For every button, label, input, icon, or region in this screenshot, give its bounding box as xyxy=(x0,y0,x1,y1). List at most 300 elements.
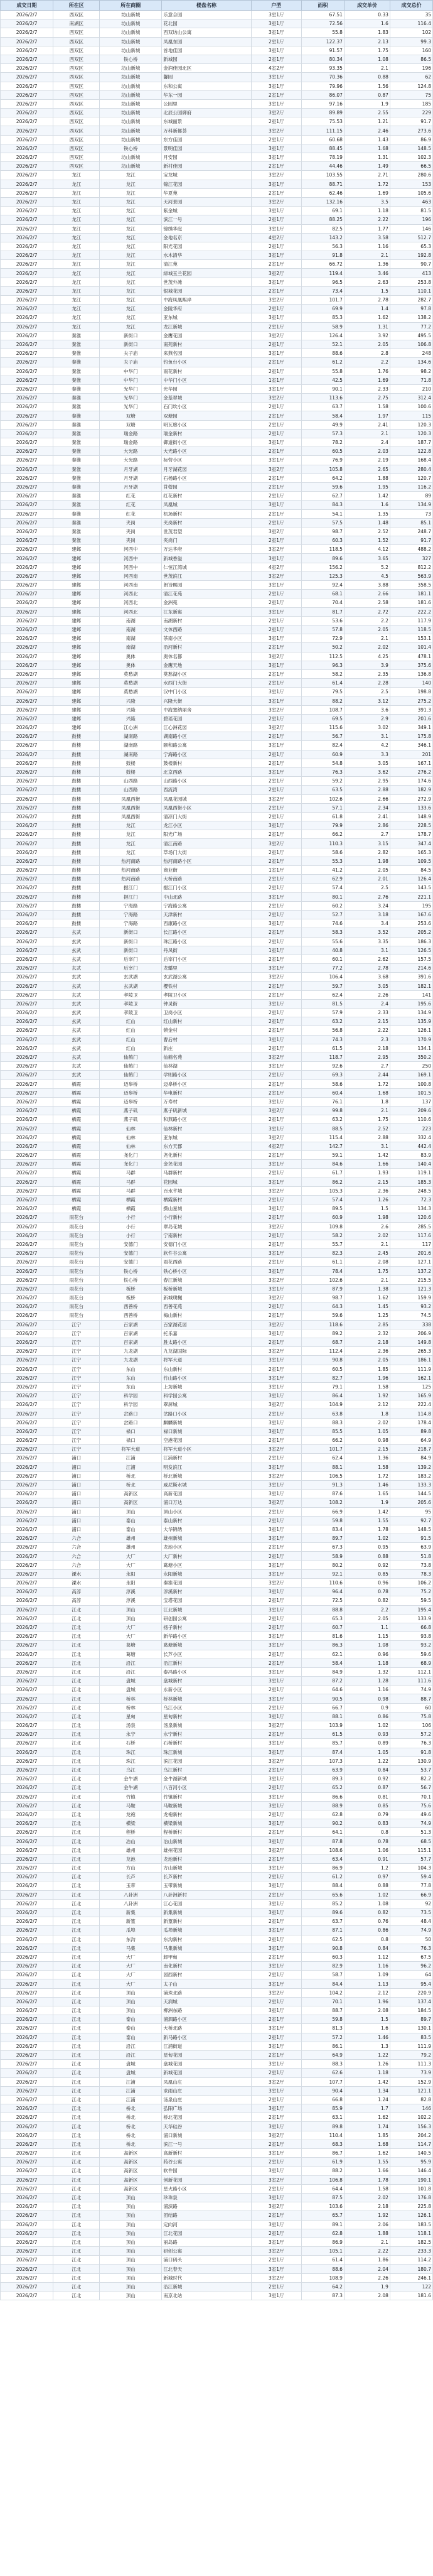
cell-project: 石门坎小区 xyxy=(162,403,251,411)
cell-unit-price: 2.1 xyxy=(344,429,390,438)
cell-unit-price: 0.81 xyxy=(344,1792,390,1801)
cell-date: 2026/2/7 xyxy=(1,848,53,857)
cell-project: 九龙湖国际 xyxy=(162,1347,251,1356)
cell-date: 2026/2/7 xyxy=(1,999,53,1008)
cell-layout: 3室1厅 xyxy=(251,19,301,28)
cell-project: 锦江花园 xyxy=(162,180,251,188)
cell-block: 栖霞 xyxy=(100,1204,162,1213)
cell-date: 2026/2/7 xyxy=(1,2149,53,2158)
cell-unit-price: 2.63 xyxy=(344,278,390,286)
cell-layout: 3室1厅 xyxy=(251,28,301,37)
cell-block: 西善桥 xyxy=(100,1311,162,1320)
cell-unit-price: 3.24 xyxy=(344,901,390,910)
cell-total-price: 157.5 xyxy=(390,955,432,963)
cell-layout: 3室1厅 xyxy=(251,1712,301,1721)
cell-block: 顶山 xyxy=(100,1988,162,1997)
cell-date: 2026/2/7 xyxy=(1,1997,53,2006)
cell-district: 玄武 xyxy=(53,946,100,955)
cell-project: 马鞍新城 xyxy=(162,1801,251,1810)
table-row xyxy=(1,1035,433,1044)
cell-date: 2026/2/7 xyxy=(1,821,53,830)
cell-layout: 2室1厅 xyxy=(251,679,301,688)
table-row xyxy=(1,438,433,447)
cell-layout: 2室1厅 xyxy=(251,447,301,456)
cell-district: 建邺 xyxy=(53,714,100,723)
cell-unit-price: 0.85 xyxy=(344,1801,390,1810)
cell-district: 江北 xyxy=(53,1623,100,1632)
cell-district: 江北 xyxy=(53,1917,100,1926)
cell-unit-price: 3.1 xyxy=(344,732,390,741)
cell-block: 中华门 xyxy=(100,376,162,384)
cell-block: 凤凰西街 xyxy=(100,812,162,821)
table-row xyxy=(1,1765,433,1774)
cell-layout: 3室1厅 xyxy=(251,1908,301,1917)
cell-total-price: 59.5 xyxy=(390,1596,432,1605)
cell-unit-price: 1.65 xyxy=(344,1490,390,1498)
table-row xyxy=(1,1926,433,1935)
cell-unit-price: 2.05 xyxy=(344,866,390,875)
cell-district: 秦淮 xyxy=(53,474,100,482)
cell-total-price: 120.3 xyxy=(390,420,432,429)
cell-project: 仙林湖 xyxy=(162,1062,251,1071)
cell-area: 62.8 xyxy=(301,2229,344,2238)
cell-project: 瓜埠新城 xyxy=(162,1926,251,1935)
cell-district: 浦口 xyxy=(53,1516,100,1525)
table-header-row xyxy=(1,1,433,11)
cell-layout: 3室1厅 xyxy=(251,144,301,153)
cell-district: 鼓楼 xyxy=(53,830,100,839)
cell-block: 尧化门 xyxy=(100,1160,162,1169)
cell-area: 104.2 xyxy=(301,1988,344,1997)
cell-district: 江北 xyxy=(53,2265,100,2273)
cell-total-price: 101.8 xyxy=(390,2184,432,2193)
cell-layout: 3室2厅 xyxy=(251,2077,301,2086)
cell-total-price: 66.5 xyxy=(390,162,432,171)
table-row xyxy=(1,1864,433,1873)
cell-unit-price: 2.36 xyxy=(344,1347,390,1356)
cell-date: 2026/2/7 xyxy=(1,269,53,278)
cell-total-price: 102.2 xyxy=(390,2113,432,2122)
cell-area: 86.3 xyxy=(301,1641,344,1650)
cell-unit-price: 2.62 xyxy=(344,955,390,963)
cell-area: 125.3 xyxy=(301,571,344,580)
table-row xyxy=(1,937,433,946)
cell-block: 迈皋桥 xyxy=(100,1080,162,1088)
cell-layout: 3室1厅 xyxy=(251,1819,301,1828)
cell-area: 76.3 xyxy=(301,767,344,776)
table-row xyxy=(1,1588,433,1596)
table-row xyxy=(1,1854,433,1863)
cell-unit-price: 2.1 xyxy=(344,64,390,73)
table-row xyxy=(1,2193,433,2202)
cell-block: 高新区 xyxy=(100,2158,162,2167)
cell-unit-price: 2.5 xyxy=(344,688,390,696)
cell-total-price: 117 xyxy=(390,1240,432,1248)
cell-layout: 2室1厅 xyxy=(251,1507,301,1516)
cell-unit-price: 4.12 xyxy=(344,545,390,554)
cell-block: 桥林 xyxy=(100,1703,162,1712)
cell-unit-price: 2.9 xyxy=(344,714,390,723)
cell-district: 江北 xyxy=(53,1712,100,1721)
cell-district: 江北 xyxy=(53,1899,100,1908)
cell-district: 江北 xyxy=(53,2069,100,2077)
cell-unit-price: 1.72 xyxy=(344,1080,390,1088)
cell-district: 栖霞 xyxy=(53,1133,100,1142)
cell-unit-price: 0.88 xyxy=(344,1881,390,1890)
cell-layout: 3室1厅 xyxy=(251,999,301,1008)
cell-area: 88.45 xyxy=(301,144,344,153)
cell-project: 星甸花园 xyxy=(162,2050,251,2059)
cell-project: 夹岗门 xyxy=(162,536,251,545)
table-row xyxy=(1,349,433,358)
cell-area: 80.2 xyxy=(301,1561,344,1569)
cell-district: 江北 xyxy=(53,2184,100,2193)
cell-block: 兴隆 xyxy=(100,696,162,705)
cell-district: 江宁 xyxy=(53,1436,100,1445)
cell-district: 溧水 xyxy=(53,1579,100,1588)
table-row xyxy=(1,153,433,162)
cell-total-price: 253.8 xyxy=(390,278,432,286)
cell-project: 来燕名园 xyxy=(162,349,251,358)
cell-date: 2026/2/7 xyxy=(1,1053,53,1061)
cell-project: 翠岛花城 xyxy=(162,1222,251,1231)
cell-layout: 3室1厅 xyxy=(251,2086,301,2095)
table-row xyxy=(1,1044,433,1053)
cell-block: 汤泉 xyxy=(100,1721,162,1730)
table-row xyxy=(1,2015,433,2024)
cell-area: 58.4 xyxy=(301,411,344,420)
table-row xyxy=(1,803,433,812)
cell-layout: 3室1厅 xyxy=(251,2149,301,2158)
cell-total-price: 812.2 xyxy=(390,563,432,571)
cell-district: 江北 xyxy=(53,1997,100,2006)
cell-district: 江北 xyxy=(53,1667,100,1676)
cell-area: 50.2 xyxy=(301,643,344,652)
cell-district: 雨花台 xyxy=(53,1294,100,1302)
cell-project: 南湖新村 xyxy=(162,616,251,625)
cell-date: 2026/2/7 xyxy=(1,1810,53,1819)
cell-total-price: 125 xyxy=(390,1382,432,1391)
cell-total-price: 246.1 xyxy=(390,2273,432,2282)
cell-total-price: 71.8 xyxy=(390,376,432,384)
cell-district: 江北 xyxy=(53,1828,100,1837)
cell-date: 2026/2/7 xyxy=(1,1605,53,1614)
cell-district: 江北 xyxy=(53,1944,100,1952)
cell-layout: 3室1厅 xyxy=(251,607,301,616)
cell-layout: 2室1厅 xyxy=(251,1810,301,1819)
cell-total-price: 134.9 xyxy=(390,1009,432,1017)
cell-project: 竹镇新村 xyxy=(162,1792,251,1801)
cell-layout: 2室1厅 xyxy=(251,590,301,598)
table-row xyxy=(1,2149,433,2158)
cell-total-price: 223 xyxy=(390,1124,432,1133)
cell-project: 园西新村 xyxy=(162,1971,251,1979)
cell-project: 江东新寓 xyxy=(162,607,251,616)
cell-unit-price: 0.8 xyxy=(344,1935,390,1944)
table-row xyxy=(1,1231,433,1240)
table-row xyxy=(1,188,433,197)
cell-unit-price: 1.42 xyxy=(344,1151,390,1160)
cell-project: 泰冯路小区 xyxy=(162,1667,251,1676)
cell-area: 68.7 xyxy=(301,1338,344,1346)
cell-total-price: 195.6 xyxy=(390,999,432,1008)
cell-date: 2026/2/7 xyxy=(1,812,53,821)
cell-unit-price: 0.78 xyxy=(344,1588,390,1596)
cell-district: 秦淮 xyxy=(53,527,100,536)
table-row xyxy=(1,1088,433,1097)
cell-district: 江北 xyxy=(53,2140,100,2148)
cell-total-price: 478.1 xyxy=(390,652,432,661)
cell-project: 鼓楼新村 xyxy=(162,759,251,767)
cell-unit-price: 1.46 xyxy=(344,1480,390,1489)
cell-block: 江浦 xyxy=(100,2095,162,2104)
cell-layout: 2室1厅 xyxy=(251,1231,301,1240)
cell-date: 2026/2/7 xyxy=(1,1222,53,1231)
cell-area: 92.1 xyxy=(301,1569,344,1578)
cell-unit-price: 2.08 xyxy=(344,2292,390,2300)
cell-unit-price: 2.03 xyxy=(344,447,390,456)
cell-area: 62.4 xyxy=(301,990,344,999)
cell-total-price: 133.6 xyxy=(390,803,432,812)
table-row xyxy=(1,207,433,215)
table-row xyxy=(1,1071,433,1080)
cell-total-price: 111.3 xyxy=(390,2060,432,2069)
cell-district: 江北 xyxy=(53,1962,100,1971)
cell-date: 2026/2/7 xyxy=(1,144,53,153)
cell-date: 2026/2/7 xyxy=(1,429,53,438)
cell-layout: 2室1厅 xyxy=(251,910,301,919)
cell-block: 泰山 xyxy=(100,1525,162,1534)
cell-total-price: 117.6 xyxy=(390,1231,432,1240)
cell-project: 宝塔花园 xyxy=(162,1596,251,1605)
cell-layout: 2室1厅 xyxy=(251,55,301,63)
cell-project: 花北园 xyxy=(162,19,251,28)
cell-layout: 3室1厅 xyxy=(251,2265,301,2273)
cell-total-price: 73.8 xyxy=(390,1561,432,1569)
cell-district: 浦口 xyxy=(53,1480,100,1489)
cell-project: 北京西路 xyxy=(162,767,251,776)
cell-unit-price: 1.15 xyxy=(344,1632,390,1641)
table-row xyxy=(1,1347,433,1356)
cell-area: 54.8 xyxy=(301,759,344,767)
cell-unit-price: 1.93 xyxy=(344,1169,390,1177)
cell-date: 2026/2/7 xyxy=(1,1471,53,1480)
cell-unit-price: 1.09 xyxy=(344,1971,390,1979)
cell-unit-price: 2.2 xyxy=(344,616,390,625)
table-row xyxy=(1,1561,433,1569)
cell-date: 2026/2/7 xyxy=(1,2158,53,2167)
table-row xyxy=(1,973,433,982)
cell-layout: 2室1厅 xyxy=(251,1088,301,1097)
cell-layout: 2室1厅 xyxy=(251,188,301,197)
cell-unit-price: 2.1 xyxy=(344,251,390,260)
cell-area: 74.3 xyxy=(301,1035,344,1044)
cell-project: 托乐嘉 xyxy=(162,1329,251,1338)
cell-total-price: 117.9 xyxy=(390,616,432,625)
cell-total-price: 138.2 xyxy=(390,313,432,322)
cell-district: 西双区 xyxy=(53,37,100,46)
cell-project: 太子山 xyxy=(162,1979,251,1988)
cell-block: 盘城 xyxy=(100,2069,162,2077)
cell-layout: 3室1厅 xyxy=(251,2042,301,2050)
cell-project: 天河景园 xyxy=(162,197,251,206)
cell-area: 62.46 xyxy=(301,188,344,197)
cell-layout: 2室1厅 xyxy=(251,1516,301,1525)
cell-block: 河西南 xyxy=(100,581,162,590)
cell-area: 56.7 xyxy=(301,732,344,741)
cell-district: 栖霞 xyxy=(53,1151,100,1160)
table-row xyxy=(1,224,433,233)
cell-total-price: 222.2 xyxy=(390,607,432,616)
cell-date: 2026/2/7 xyxy=(1,1614,53,1623)
cell-layout: 2室1厅 xyxy=(251,1730,301,1739)
cell-unit-price: 1.66 xyxy=(344,1160,390,1169)
cell-project: 钟灵街 xyxy=(162,999,251,1008)
cell-unit-price: 1.9 xyxy=(344,1498,390,1507)
cell-project: 软件园 xyxy=(162,2167,251,2175)
table-row xyxy=(1,2006,433,2015)
table-row xyxy=(1,1338,433,1346)
table-row xyxy=(1,741,433,750)
cell-area: 84.3 xyxy=(301,501,344,509)
cell-total-price: 327 xyxy=(390,554,432,563)
cell-total-price: 195 xyxy=(390,901,432,910)
cell-block: 龙江 xyxy=(100,171,162,180)
cell-project: 机场新村 xyxy=(162,509,251,518)
cell-date: 2026/2/7 xyxy=(1,1204,53,1213)
cell-unit-price: 2.02 xyxy=(344,2193,390,2202)
table-row xyxy=(1,411,433,420)
table-row xyxy=(1,1721,433,1730)
cell-area: 88.2 xyxy=(301,696,344,705)
cell-area: 88.8 xyxy=(301,1605,344,1614)
cell-total-price: 347.4 xyxy=(390,839,432,848)
table-row xyxy=(1,982,433,990)
cell-area: 90.8 xyxy=(301,1944,344,1952)
cell-date: 2026/2/7 xyxy=(1,2265,53,2273)
cell-project: 花园城 xyxy=(162,1177,251,1186)
cell-district: 西双区 xyxy=(53,46,100,55)
cell-block: 桥林 xyxy=(100,1694,162,1703)
table-row xyxy=(1,2042,433,2050)
cell-date: 2026/2/7 xyxy=(1,1195,53,1204)
table-row xyxy=(1,2211,433,2220)
cell-project: 阳光广场 xyxy=(162,830,251,839)
cell-total-price: 563.9 xyxy=(390,571,432,580)
cell-layout: 3室1厅 xyxy=(251,2193,301,2202)
cell-date: 2026/2/7 xyxy=(1,1275,53,1284)
cell-district: 秦淮 xyxy=(53,465,100,474)
cell-project: 西善花苑 xyxy=(162,1302,251,1311)
cell-district: 鼓楼 xyxy=(53,910,100,919)
cell-total-price: 209.6 xyxy=(390,1107,432,1115)
cell-layout: 3室2厅 xyxy=(251,1756,301,1765)
cell-block: 山西路 xyxy=(100,777,162,786)
cell-unit-price: 1.68 xyxy=(344,144,390,153)
cell-unit-price: 2.05 xyxy=(344,1356,390,1365)
cell-date: 2026/2/7 xyxy=(1,278,53,286)
cell-layout: 3室2厅 xyxy=(251,2273,301,2282)
cell-layout: 3室1厅 xyxy=(251,384,301,393)
cell-date: 2026/2/7 xyxy=(1,1873,53,1881)
cell-layout: 2室1厅 xyxy=(251,1686,301,1694)
cell-project: 凤凰山庄 xyxy=(162,2077,251,2086)
cell-total-price: 140 xyxy=(390,679,432,688)
cell-area: 96.3 xyxy=(301,661,344,669)
cell-total-price: 178.7 xyxy=(390,830,432,839)
cell-layout: 2室1厅 xyxy=(251,260,301,269)
cell-district: 鼓楼 xyxy=(53,839,100,848)
cell-unit-price: 1.24 xyxy=(344,2095,390,2104)
cell-area: 57.5 xyxy=(301,518,344,527)
table-row xyxy=(1,11,433,19)
cell-unit-price: 1.69 xyxy=(344,376,390,384)
cell-date: 2026/2/7 xyxy=(1,1775,53,1783)
cell-block: 瑞金路 xyxy=(100,438,162,447)
cell-district: 江北 xyxy=(53,2282,100,2291)
cell-district: 鼓楼 xyxy=(53,794,100,803)
cell-total-price: 65.3 xyxy=(390,242,432,251)
cell-layout: 3室1厅 xyxy=(251,2220,301,2229)
cell-date: 2026/2/7 xyxy=(1,394,53,403)
cell-total-price: 90.7 xyxy=(390,260,432,269)
cell-total-price: 413 xyxy=(390,269,432,278)
cell-district: 栖霞 xyxy=(53,1169,100,1177)
cell-unit-price: 2.18 xyxy=(344,1044,390,1053)
table-row xyxy=(1,1151,433,1160)
cell-district: 秦淮 xyxy=(53,394,100,403)
cell-project: 江北春天 xyxy=(162,2265,251,2273)
cell-project: 西康路小区 xyxy=(162,919,251,928)
cell-layout: 2室1厅 xyxy=(251,2033,301,2042)
table-row xyxy=(1,340,433,349)
cell-area: 103.6 xyxy=(301,2202,344,2211)
cell-block: 山西路 xyxy=(100,786,162,794)
cell-area: 57.4 xyxy=(301,1195,344,1204)
table-row xyxy=(1,197,433,206)
cell-project: 清江南路 xyxy=(162,839,251,848)
cell-project: 乌江小区 xyxy=(162,1703,251,1712)
cell-block: 淳溪 xyxy=(100,1596,162,1605)
cell-total-price: 488.2 xyxy=(390,545,432,554)
cell-block: 新集 xyxy=(100,1908,162,1917)
cell-date: 2026/2/7 xyxy=(1,1320,53,1329)
cell-total-price: 110.1 xyxy=(390,286,432,295)
cell-district: 建邺 xyxy=(53,661,100,669)
cell-total-price: 280.6 xyxy=(390,171,432,180)
table-row xyxy=(1,1828,433,1837)
cell-date: 2026/2/7 xyxy=(1,1400,53,1409)
cell-project: 沿江新城 xyxy=(162,2282,251,2291)
cell-date: 2026/2/7 xyxy=(1,1418,53,1427)
cell-area: 59.2 xyxy=(301,777,344,786)
cell-block: 大厂 xyxy=(100,1962,162,1971)
cell-layout: 3室1厅 xyxy=(251,501,301,509)
cell-total-price: 75 xyxy=(390,90,432,99)
cell-project: 清江苑 xyxy=(162,260,251,269)
cell-date: 2026/2/7 xyxy=(1,90,53,99)
cell-layout: 3室2厅 xyxy=(251,839,301,848)
cell-project: 葛塘小区 xyxy=(162,1561,251,1569)
cell-block: 江浦 xyxy=(100,2077,162,2086)
cell-unit-price: 2.88 xyxy=(344,1133,390,1142)
table-row xyxy=(1,812,433,821)
cell-unit-price: 0.82 xyxy=(344,1908,390,1917)
cell-total-price: 285.5 xyxy=(390,1222,432,1231)
cell-total-price: 143.5 xyxy=(390,884,432,892)
cell-date: 2026/2/7 xyxy=(1,536,53,545)
cell-date: 2026/2/7 xyxy=(1,1071,53,1080)
